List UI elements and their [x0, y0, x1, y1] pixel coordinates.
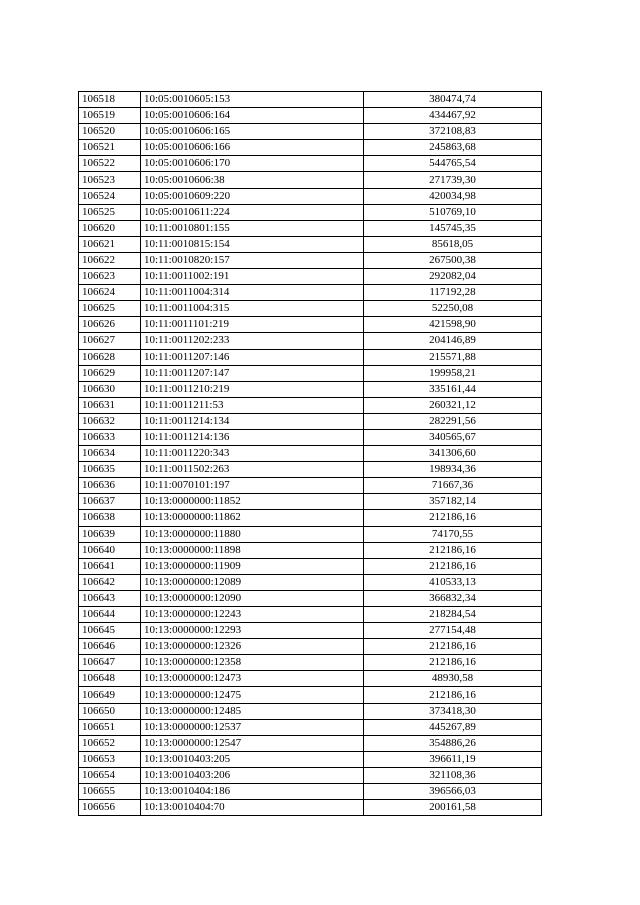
table-row	[79, 333, 542, 349]
row-number-cell: 106522	[79, 156, 141, 172]
row-number-cell: 106521	[79, 140, 141, 156]
cadastral-number-cell: 10:05:0010606:38	[141, 172, 364, 188]
row-number-cell: 106634	[79, 446, 141, 462]
cadastral-value-cell: 396611,19	[364, 751, 542, 767]
cadastral-value-cell: 372108,83	[364, 124, 542, 140]
table-row	[79, 397, 542, 413]
cadastral-value-cell: 410533,13	[364, 574, 542, 590]
cadastral-number-cell: 10:13:0000000:12473	[141, 671, 364, 687]
cadastral-value-cell: 71667,36	[364, 478, 542, 494]
cadastral-number-cell: 10:13:0010403:205	[141, 751, 364, 767]
cadastral-value-cell: 212186,16	[364, 687, 542, 703]
cadastral-value-cell: 200161,58	[364, 800, 542, 816]
table-row	[79, 671, 542, 687]
row-number-cell: 106644	[79, 607, 141, 623]
cadastral-number-cell: 10:05:0010605:153	[141, 92, 364, 108]
row-number-cell: 106625	[79, 301, 141, 317]
row-number-cell: 106623	[79, 269, 141, 285]
cadastral-value-cell: 366832,34	[364, 590, 542, 606]
row-number-cell: 106650	[79, 703, 141, 719]
table-row	[79, 108, 542, 124]
row-number-cell: 106639	[79, 526, 141, 542]
row-number-cell: 106620	[79, 220, 141, 236]
cadastral-value-cell: 335161,44	[364, 381, 542, 397]
cadastral-number-cell: 10:13:0000000:12547	[141, 735, 364, 751]
cadastral-number-cell: 10:11:0011207:146	[141, 349, 364, 365]
cadastral-number-cell: 10:13:0000000:12243	[141, 607, 364, 623]
cadastral-number-cell: 10:13:0010404:70	[141, 800, 364, 816]
cadastral-value-cell: 260321,12	[364, 397, 542, 413]
row-number-cell: 106629	[79, 365, 141, 381]
cadastral-value-cell: 434467,92	[364, 108, 542, 124]
cadastral-value-cell: 420034,98	[364, 188, 542, 204]
cadastral-value-cell: 357182,14	[364, 494, 542, 510]
table-row	[79, 204, 542, 220]
table-row	[79, 607, 542, 623]
row-number-cell: 106654	[79, 767, 141, 783]
table-row	[79, 188, 542, 204]
cadastral-number-cell: 10:11:0070101:197	[141, 478, 364, 494]
row-number-cell: 106523	[79, 172, 141, 188]
row-number-cell: 106621	[79, 236, 141, 252]
row-number-cell: 106651	[79, 719, 141, 735]
row-number-cell: 106518	[79, 92, 141, 108]
table-row	[79, 124, 542, 140]
cadastral-number-cell: 10:11:0011214:134	[141, 413, 364, 429]
cadastral-number-cell: 10:13:0000000:11862	[141, 510, 364, 526]
table-row	[79, 526, 542, 542]
cadastral-number-cell: 10:13:0010404:186	[141, 784, 364, 800]
table-row	[79, 429, 542, 445]
table-row	[79, 558, 542, 574]
table-row	[79, 478, 542, 494]
table-row	[79, 623, 542, 639]
table-row	[79, 590, 542, 606]
table-row	[79, 269, 542, 285]
cadastral-number-cell: 10:11:0011214:136	[141, 429, 364, 445]
cadastral-value-cell: 218284,54	[364, 607, 542, 623]
table-row	[79, 172, 542, 188]
table-row	[79, 446, 542, 462]
table-row	[79, 220, 542, 236]
row-number-cell: 106646	[79, 639, 141, 655]
cadastral-value-cell: 212186,16	[364, 542, 542, 558]
table-row	[79, 751, 542, 767]
row-number-cell: 106632	[79, 413, 141, 429]
row-number-cell: 106622	[79, 252, 141, 268]
row-number-cell: 106525	[79, 204, 141, 220]
cadastral-value-cell: 396566,03	[364, 784, 542, 800]
cadastral-number-cell: 10:05:0010611:224	[141, 204, 364, 220]
table-row	[79, 365, 542, 381]
cadastral-value-cell: 354886,26	[364, 735, 542, 751]
cadastral-value-cell: 245863,68	[364, 140, 542, 156]
cadastral-number-cell: 10:13:0000000:12293	[141, 623, 364, 639]
table-row	[79, 639, 542, 655]
row-number-cell: 106645	[79, 623, 141, 639]
cadastral-number-cell: 10:05:0010606:166	[141, 140, 364, 156]
cadastral-value-cell: 204146,89	[364, 333, 542, 349]
cadastral-value-cell: 292082,04	[364, 269, 542, 285]
cadastral-value-cell: 510769,10	[364, 204, 542, 220]
cadastral-value-cell: 52250,08	[364, 301, 542, 317]
row-number-cell: 106655	[79, 784, 141, 800]
cadastre-value-table	[78, 91, 542, 816]
table-row	[79, 735, 542, 751]
table-row	[79, 800, 542, 816]
table-row	[79, 462, 542, 478]
row-number-cell: 106636	[79, 478, 141, 494]
cadastral-value-cell: 74170,55	[364, 526, 542, 542]
cadastral-value-cell: 85618,05	[364, 236, 542, 252]
table-row	[79, 413, 542, 429]
row-number-cell: 106653	[79, 751, 141, 767]
cadastral-value-cell: 198934,36	[364, 462, 542, 478]
table-body	[79, 92, 542, 816]
row-number-cell: 106638	[79, 510, 141, 526]
row-number-cell: 106642	[79, 574, 141, 590]
table-row	[79, 784, 542, 800]
cadastral-number-cell: 10:11:0010801:155	[141, 220, 364, 236]
row-number-cell: 106519	[79, 108, 141, 124]
row-number-cell: 106631	[79, 397, 141, 413]
table-row	[79, 687, 542, 703]
cadastral-value-cell: 271739,30	[364, 172, 542, 188]
cadastral-number-cell: 10:05:0010606:165	[141, 124, 364, 140]
cadastral-number-cell: 10:11:0011002:191	[141, 269, 364, 285]
row-number-cell: 106626	[79, 317, 141, 333]
cadastral-value-cell: 212186,16	[364, 639, 542, 655]
cadastral-number-cell: 10:13:0000000:11852	[141, 494, 364, 510]
cadastral-value-cell: 212186,16	[364, 558, 542, 574]
cadastral-value-cell: 282291,56	[364, 413, 542, 429]
cadastral-value-cell: 277154,48	[364, 623, 542, 639]
cadastral-number-cell: 10:13:0000000:12089	[141, 574, 364, 590]
cadastral-value-cell: 340565,67	[364, 429, 542, 445]
table-row	[79, 542, 542, 558]
cadastral-value-cell: 145745,35	[364, 220, 542, 236]
cadastral-number-cell: 10:11:0011211:53	[141, 397, 364, 413]
cadastral-value-cell: 215571,88	[364, 349, 542, 365]
table-row	[79, 92, 542, 108]
table-row	[79, 236, 542, 252]
row-number-cell: 106635	[79, 462, 141, 478]
row-number-cell: 106640	[79, 542, 141, 558]
cadastral-value-cell: 373418,30	[364, 703, 542, 719]
cadastral-value-cell: 321108,36	[364, 767, 542, 783]
row-number-cell: 106656	[79, 800, 141, 816]
cadastral-value-cell: 341306,60	[364, 446, 542, 462]
row-number-cell: 106627	[79, 333, 141, 349]
cadastral-value-cell: 445267,89	[364, 719, 542, 735]
cadastral-value-cell: 212186,16	[364, 510, 542, 526]
row-number-cell: 106647	[79, 655, 141, 671]
cadastral-value-cell: 380474,74	[364, 92, 542, 108]
row-number-cell: 106637	[79, 494, 141, 510]
table-row	[79, 156, 542, 172]
table-row	[79, 767, 542, 783]
table-row	[79, 301, 542, 317]
cadastral-number-cell: 10:13:0000000:12326	[141, 639, 364, 655]
cadastral-number-cell: 10:13:0000000:11898	[141, 542, 364, 558]
row-number-cell: 106641	[79, 558, 141, 574]
cadastral-number-cell: 10:13:0010403:206	[141, 767, 364, 783]
table-row	[79, 349, 542, 365]
cadastral-number-cell: 10:11:0011004:315	[141, 301, 364, 317]
cadastral-number-cell: 10:13:0000000:12090	[141, 590, 364, 606]
cadastral-number-cell: 10:05:0010606:170	[141, 156, 364, 172]
table-row	[79, 285, 542, 301]
cadastral-value-cell: 48930,58	[364, 671, 542, 687]
cadastral-value-cell: 212186,16	[364, 655, 542, 671]
table-row	[79, 719, 542, 735]
cadastral-number-cell: 10:13:0000000:12537	[141, 719, 364, 735]
table-row	[79, 317, 542, 333]
table-row	[79, 494, 542, 510]
cadastral-value-cell: 199958,21	[364, 365, 542, 381]
row-number-cell: 106628	[79, 349, 141, 365]
row-number-cell: 106633	[79, 429, 141, 445]
cadastral-value-cell: 421598,90	[364, 317, 542, 333]
row-number-cell: 106648	[79, 671, 141, 687]
table-row	[79, 703, 542, 719]
cadastral-number-cell: 10:13:0000000:12485	[141, 703, 364, 719]
table-row	[79, 381, 542, 397]
row-number-cell: 106520	[79, 124, 141, 140]
cadastral-value-cell: 544765,54	[364, 156, 542, 172]
cadastral-number-cell: 10:11:0011502:263	[141, 462, 364, 478]
cadastral-value-cell: 117192,28	[364, 285, 542, 301]
cadastral-number-cell: 10:11:0011207:147	[141, 365, 364, 381]
cadastral-number-cell: 10:13:0000000:11880	[141, 526, 364, 542]
cadastral-number-cell: 10:11:0011220:343	[141, 446, 364, 462]
cadastral-number-cell: 10:11:0010815:154	[141, 236, 364, 252]
cadastral-value-cell: 267500,38	[364, 252, 542, 268]
row-number-cell: 106649	[79, 687, 141, 703]
cadastral-number-cell: 10:11:0011202:233	[141, 333, 364, 349]
row-number-cell: 106624	[79, 285, 141, 301]
table-row	[79, 252, 542, 268]
cadastral-number-cell: 10:13:0000000:11909	[141, 558, 364, 574]
cadastral-number-cell: 10:13:0000000:12358	[141, 655, 364, 671]
row-number-cell: 106652	[79, 735, 141, 751]
row-number-cell: 106643	[79, 590, 141, 606]
cadastral-number-cell: 10:05:0010609:220	[141, 188, 364, 204]
cadastral-number-cell: 10:11:0010820:157	[141, 252, 364, 268]
cadastral-number-cell: 10:11:0011004:314	[141, 285, 364, 301]
table-row	[79, 510, 542, 526]
cadastral-number-cell: 10:13:0000000:12475	[141, 687, 364, 703]
cadastral-number-cell: 10:11:0011101:219	[141, 317, 364, 333]
table-row	[79, 574, 542, 590]
table-row	[79, 655, 542, 671]
row-number-cell: 106630	[79, 381, 141, 397]
row-number-cell: 106524	[79, 188, 141, 204]
cadastral-number-cell: 10:11:0011210:219	[141, 381, 364, 397]
table-row	[79, 140, 542, 156]
cadastral-number-cell: 10:05:0010606:164	[141, 108, 364, 124]
